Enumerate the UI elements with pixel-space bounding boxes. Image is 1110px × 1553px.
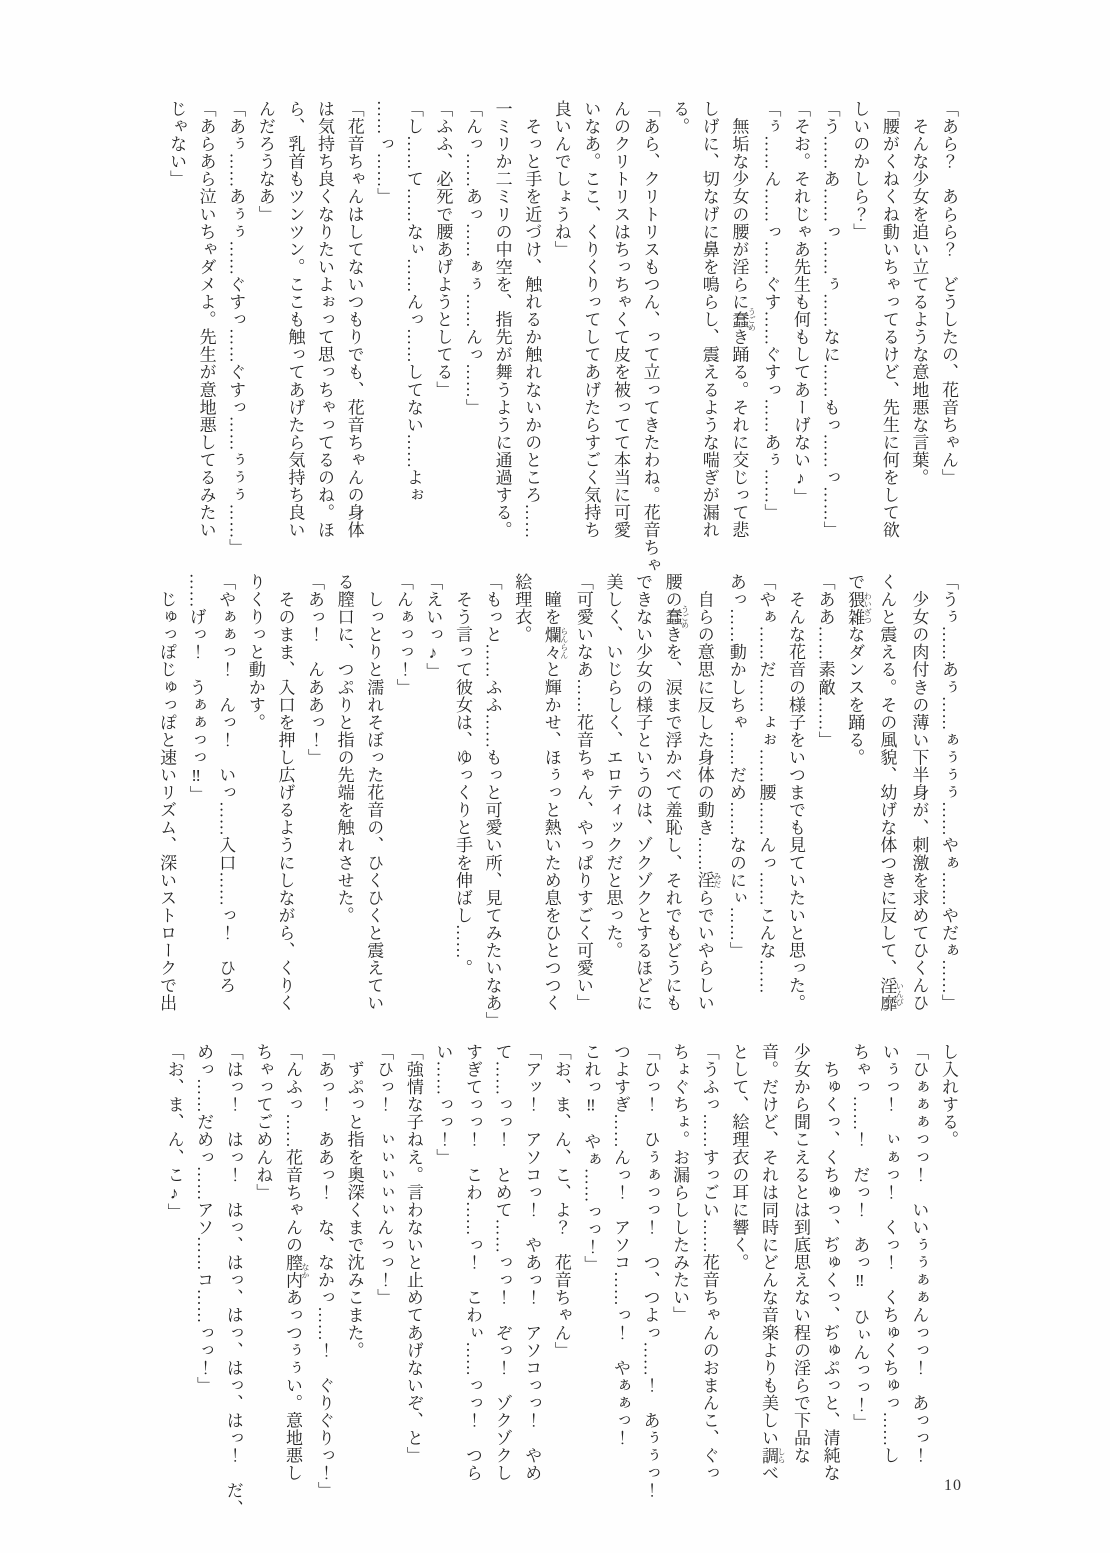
text-line: くんと震える。その風貌、幼げな体つきに反して、淫靡 いんび: [877, 573, 905, 1012]
text-line: 「あらあら泣いちゃダメよ。先生が意地悪してるみたい: [196, 100, 216, 539]
text-line: 「あら、クリトリスもつん、って立ってきたわね。花音ちゃ: [640, 100, 660, 574]
text-line: ら、乳首もツンツン。ここも触ってあげたら気持ち良い: [285, 100, 305, 539]
text-line: そんな花音の様子をいつまでも見ていたいと思った。: [786, 573, 806, 1012]
text-band-bottom: [159, 1043, 963, 1517]
text-line: ずぷっと指を奥深くまで沈みこまた。: [344, 1043, 364, 1359]
text-line: すぎてっっ！ こわ……っ！ こわぃ……っっ！ つら: [463, 1043, 482, 1482]
text-line: 「うぅ……あぅ……ぁぅぅぅ……やぁ……やだぁ……」: [939, 573, 958, 1012]
text-line: 「うふっ……すっごい……花音ちゃんのおまんこ、ぐっ: [699, 1043, 719, 1482]
text-line: る膣口に、つぷりと指の先端を触れさせた。: [334, 573, 354, 924]
text-line: そう言って彼女は、ゆっくりと手を伸ばし……。: [453, 573, 472, 977]
text-line: ちゃっ……！ だっ！ あっ‼ ひぃんっっ！」: [850, 1043, 870, 1432]
text-line: 「腰がくねくね動いちゃってるけど、先生に何をして欲: [879, 100, 899, 539]
text-line: 「ひっ！ ひぅぁっっ！ つ、つよっ……！ あぅぅっ！: [640, 1043, 660, 1500]
text-line: 「花音ちゃんはしてないつもりでも、花音ちゃんの身体: [344, 100, 364, 539]
text-line: 「アッ！ アソコっ！ やあっ！ アソコっっ！ やめ: [522, 1043, 542, 1482]
text-line: つよすぎ……んっ！ アソコ……っ！ やぁぁっ！: [610, 1043, 630, 1447]
text-band-middle: [151, 573, 963, 1043]
text-line: 「し……て……なぃ……んっ……してない……よぉ: [403, 100, 423, 504]
text-line: 腰の蠢 うごめきを、涙まで浮かべて羞恥し、それでもどうにも: [662, 573, 690, 1012]
text-line: 音。だけど、それは同時にどんな音楽よりも美しい調 しらべ: [758, 1043, 786, 1482]
text-line: ちゃってごめんね」: [253, 1043, 273, 1201]
text-line: 「ふふ、必死で腰あげようとしてる」: [433, 100, 453, 399]
text-line: 絵理衣。: [512, 573, 532, 644]
text-line: 「可愛いなあ……花音ちゃん、やっぱりすごく可愛い」: [573, 573, 593, 1012]
text-line: しっとりと濡れそぼった花音の、ひくひくと震えてい: [364, 573, 384, 1012]
text-line: ……っ……」: [374, 100, 394, 206]
text-line: ……げっ！ うぁぁっっ‼」: [186, 573, 206, 804]
text-line: 「やぁぁっ！ んっ！ いっ……入口……っ！ ひろ: [216, 573, 236, 995]
text-line: い……っっ！」: [433, 1043, 453, 1166]
text-line: じゃない」: [167, 100, 187, 188]
text-line: しいのかしら？」: [850, 100, 870, 241]
text-line: し入れする。: [939, 1043, 958, 1149]
text-line: そっと手を近づけ、触れるか触れないかのところ……: [522, 100, 542, 539]
text-line: 「う……あ……っ……ぅ……なに……もっ……っ……」: [820, 100, 840, 539]
text-line: いなあ。ここ、くりくりってしてあげたらすごく気持ち: [581, 100, 601, 539]
text-line: 一ミリか二ミリの中空を、指先が舞うように通過する。: [492, 100, 512, 539]
text-line: 「んぁっっ！」: [393, 573, 413, 696]
text-line: 「そお。それじゃあ先生も何もしてあーげない♪」: [791, 100, 811, 506]
text-line: 良いんでしょうね」: [551, 100, 571, 258]
text-line: いぅっ！ ぃぁっ！ くっ！ くちゅくちゅっ……し: [879, 1043, 899, 1465]
text-line: 「お、ま、ん、こ♪」: [164, 1043, 184, 1221]
text-line: これっ‼ やぁ……っっ！」: [581, 1043, 601, 1274]
text-line: 「あら？ あらら？ どうしたの、花音ちゃん」: [939, 100, 958, 487]
text-line: 少女の肉付きの薄い下半身が、刺激を求めてひくんひ: [909, 573, 929, 1012]
text-line: んのクリトリスはちっちゃくて皮を被ってて本当に可愛: [610, 100, 630, 539]
text-line: 「ああ……素敵……」: [815, 573, 835, 749]
text-line: りくりっと動かす。: [245, 573, 265, 731]
text-line: 「んっ……あっ……ぁぅ……んっ……」: [463, 100, 482, 416]
text-line: として、絵理衣の耳に響く。: [729, 1043, 749, 1272]
text-line: ちょぐちょ。お漏らししたみたい」: [670, 1043, 690, 1324]
page-number: 10: [944, 1477, 962, 1494]
text-line: 「はっ！ はっ！ はっ、はっ、はっ、はっ、はっ！ だ、: [223, 1043, 243, 1517]
text-line: そのまま、入口を押し広げるようにしながら、くりく: [275, 573, 295, 1012]
text-line: 「もっと……ふふ……もっと可愛い所、見てみたいなあ」: [482, 573, 502, 1030]
text-line: 「ひぁぁぁっっ！ いいぅぅぁぁんっっ！ あっっ！: [909, 1043, 929, 1465]
text-line: 「やぁ……だ……ょぉ……腰……んっ……こんな……: [756, 573, 776, 995]
text-line: 「あっ！ んああっ！」: [305, 573, 325, 767]
text-line: 瞳を爛々 らんらんと輝かせ、ほぅっと熱いため息をひとつつく: [541, 573, 569, 1012]
text-line: 自らの意思に反した身体の動き……淫 みだらでいやらしい: [694, 573, 722, 1012]
text-line: んだろうなあ」: [255, 100, 275, 223]
text-line: る。: [670, 100, 690, 136]
text-line: 少女から聞こえるとは到底思えない程の淫らで下品な: [791, 1043, 811, 1465]
text-line: ちゅくっ、くちゅっ、ぢゅくっ、ぢゅぷっと、清純な: [820, 1043, 840, 1482]
text-line: じゅっぽじゅっぽと速いリズム、深いストロークで出: [157, 573, 177, 1012]
text-line: 「あっ！ ああっ！ な、なかっ……！ ぐりぐりっ！」: [315, 1043, 335, 1500]
text-line: しげに、切なげに鼻を鳴らし、震えるような喘ぎが漏れ: [699, 100, 719, 539]
text-line: 「強情な子ねえ。言わないと止めてあげないぞ、と」: [403, 1043, 423, 1465]
text-line: 「えいっ♪」: [423, 573, 443, 681]
text-line: 美しく、いじらしく、エロティックだと思った。: [603, 573, 623, 960]
text-line: 「お、ま、ん、こ、よ？ 花音ちゃん」: [551, 1043, 571, 1359]
text-line: 「あぅ……あぅぅ……ぐすっ……ぐすっ……ぅぅぅ……」: [226, 100, 246, 557]
text-line: できない少女の様子というのは、ゾクゾクとするほどに: [633, 573, 653, 1012]
text-line: 「ひっ！ ぃぃぃぃぃんっっ！」: [374, 1043, 394, 1307]
text-line: て……っっ！ とめて……っっ！ ぞっ！ ゾクゾクし: [492, 1043, 512, 1482]
text-line: は気持ち良くなりたいよぉって思っちゃってるのね。ほ: [315, 100, 335, 539]
text-line: で猥雑 わいざつなダンスを踊る。: [845, 573, 873, 767]
text-line: そんな少女を追い立てるような意地悪な言葉。: [909, 100, 929, 487]
text-band-top: [161, 100, 963, 574]
text-line: めっ……だめっ……アソ……コ……っっ！」: [194, 1043, 214, 1394]
text-line: 「んふっ……花音ちゃんの膣内 なかあっつぅぅい。意地悪し: [282, 1043, 310, 1482]
text-line: あっ……動かしちゃ……だめ……なのにぃ……」: [726, 573, 746, 960]
text-line: 「ぅ……ん……っ……ぐす……ぐすっ……あぅ……」: [761, 100, 781, 522]
text-line: 無垢な少女の腰が淫らに蠢 うごめき踊る。それに交じって悲: [729, 100, 757, 539]
